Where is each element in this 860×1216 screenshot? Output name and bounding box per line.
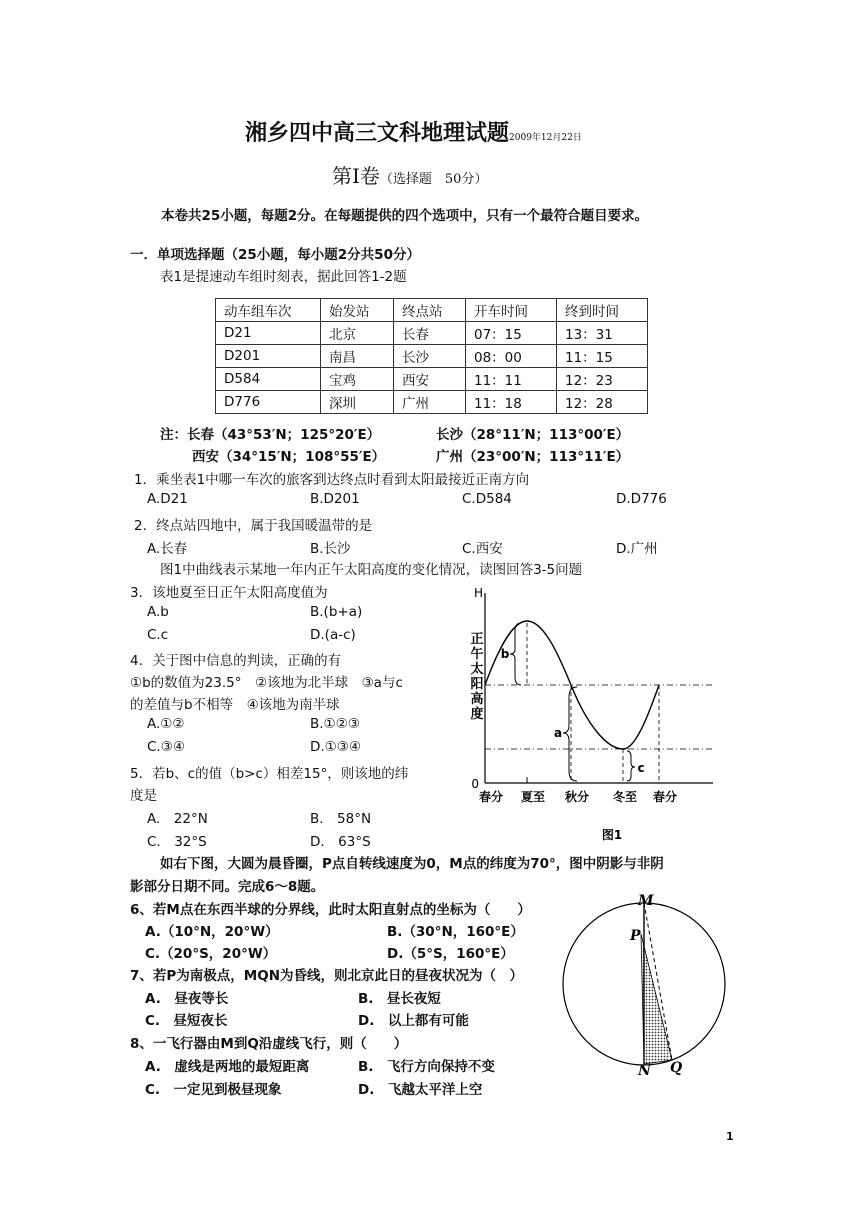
table-cell: 11：11 [466,368,557,391]
table-header: 终到时间 [557,299,648,322]
q4-statement-1: ①b的数值为23.5° ②该地为北半球 ③a与c [130,675,403,691]
table-cell: D776 [216,391,321,414]
table-cell: 11：15 [557,345,648,368]
page-number: 1 [726,1130,734,1143]
fig1-intro: 图1中曲线表示某地一年内正午太阳高度的变化情况，读图回答3-5问题 [160,562,583,578]
q4-option-b[interactable]: B.①②③ [310,716,360,732]
table-cell: 12：28 [557,391,648,414]
q8-option-a[interactable]: A. 虚线是两地的最短距离 [145,1059,310,1075]
figure-terminator-circle [558,890,736,1080]
q8-option-c[interactable]: C. 一定见到极昼现象 [145,1082,282,1098]
figure-1 [465,583,725,848]
y-label-char: 高 [470,692,484,707]
q1-stem: 1．乘坐表1中哪一车次的旅客到达终点时看到太阳最接近正南方向 [134,472,530,488]
table-cell: 广州 [394,391,466,414]
q2-option-b[interactable]: B.长沙 [310,541,351,557]
q1-option-d[interactable]: D.D776 [616,491,667,507]
point-q-label: Q [670,1060,683,1076]
paper-date: 2009年12月22日 [509,133,582,143]
y-label-char: 正 [470,632,484,647]
q4-stem: 4．关于图中信息的判读，正确的有 [130,653,342,669]
q4-option-c[interactable]: C.③④ [147,739,185,755]
q6-option-d[interactable]: D.（5°S，160°E） [387,946,514,962]
table-cell: D201 [216,345,321,368]
x-tick-label: 冬至 [612,790,638,804]
table-cell: 13：31 [557,322,648,345]
note-xian: 西安（34°15′N；108°55′E） [192,449,386,465]
circle-intro: 如右下图，大圆为晨昏圈，P点自转线速度为0，M点的纬度为70°，图中阴影与非阴 [160,856,664,872]
q7-option-c[interactable]: C. 昼短夜长 [145,1013,228,1029]
y-label-char: 午 [470,647,484,662]
q5-option-d[interactable]: D. 63°S [310,834,371,850]
q3-option-a[interactable]: A.b [147,604,169,620]
note-guangzhou: 广州（23°00′N；113°11′E） [436,449,630,465]
table-cell: 西安 [394,368,466,391]
point-m-label: M [638,893,654,909]
table-cell: 07：15 [466,322,557,345]
y-label-char: 阳 [470,677,484,692]
y-label-char: 度 [470,707,484,722]
q2-option-a[interactable]: A.长春 [147,541,188,557]
table-header: 终点站 [394,299,466,322]
q3-option-c[interactable]: C.c [147,627,169,643]
note-changsha: 长沙（28°11′N；113°00′E） [436,427,630,443]
q4-option-d[interactable]: D.①③④ [310,739,361,755]
q3-option-d[interactable]: D.(a-c) [310,627,356,643]
table-cell: 北京 [321,322,394,345]
q7-option-b[interactable]: B. 昼长夜短 [358,991,441,1007]
q8-option-b[interactable]: B. 飞行方向保持不变 [358,1059,495,1075]
shaded-region [641,934,672,1064]
brace-b [510,623,521,685]
q2-option-c[interactable]: C.西安 [462,541,503,557]
x-tick-label: 春分 [652,790,678,804]
label-c: c [637,761,645,775]
q5-option-b[interactable]: B. 58°N [310,811,372,827]
q5-stem-cont: 度是 [130,788,157,804]
y-label-char: 太 [470,662,484,677]
x-tick-label: 夏至 [520,790,546,804]
x-tick-label: 春分 [478,790,504,804]
q1-option-c[interactable]: C.D584 [462,491,512,507]
table-row [216,368,648,391]
q4-statement-2: 的差值与b不相等 ④该地为南半球 [130,697,340,713]
section-heading: 一．单项选择题（25小题，每小题2分共50分） [130,247,420,263]
origin-label: 0 [471,777,479,791]
table-cell: 12：23 [557,368,648,391]
q2-option-d[interactable]: D.广州 [616,541,658,557]
table-row [216,345,648,368]
q8-stem: 8、一飞行器由M到Q沿虚线飞行，则（ ） [130,1036,408,1052]
part-title: 第Ⅰ卷 [332,164,380,188]
q5-option-c[interactable]: C. 32°S [147,834,207,850]
circle-intro-cont: 影部分日期不同。完成6～8题。 [130,879,325,895]
part-heading [332,160,487,189]
figure-1-caption: 图1 [601,828,623,842]
label-b: b [500,647,510,661]
table-row [216,322,648,345]
brace-c [627,751,635,781]
table-header: 动车组车次 [216,299,321,322]
q5-stem: 5．若b、c的值（b>c）相差15°，则该地的纬 [130,766,409,782]
table-cell: 宝鸡 [321,368,394,391]
y-axis-label-top: H [474,586,484,600]
q6-option-a[interactable]: A.（10°N，20°W） [145,924,279,940]
table-header: 始发站 [321,299,394,322]
table-cell: 长春 [394,322,466,345]
table-row [216,391,648,414]
q4-option-a[interactable]: A.①② [147,716,185,732]
q6-option-c[interactable]: C.（20°S，20°W） [145,946,277,962]
timetable [215,298,648,414]
table-cell: 深圳 [321,391,394,414]
q5-option-a[interactable]: A. 22°N [147,811,208,827]
part-note: （选择题 50分） [379,172,488,187]
point-p-label: P [630,928,641,944]
q8-option-d[interactable]: D. 飞越太平洋上空 [358,1082,483,1098]
table-cell: 08：00 [466,345,557,368]
table-cell: 11：18 [466,391,557,414]
instructions: 本卷共25小题，每题2分。在每题提供的四个选项中，只有一个最符合题目要求。 [161,208,649,224]
table-cell: 长沙 [394,345,466,368]
q6-stem: 6、若M点在东西半球的分界线，此时太阳直射点的坐标为（ ） [130,902,531,918]
q7-option-d[interactable]: D. 以上都有可能 [358,1013,469,1029]
q7-stem: 7、若P为南极点，MQN为昏线，则北京此日的昼夜状况为（ ） [130,968,523,984]
q7-option-a[interactable]: A. 昼夜等长 [145,991,229,1007]
table-cell: D584 [216,368,321,391]
note-changchun: 注：长春（43°53′N；125°20′E） [160,427,381,443]
table-cell: D21 [216,322,321,345]
paper-title [245,116,582,147]
table-cell: 南昌 [321,345,394,368]
y-axis-title [470,632,483,722]
q3-stem: 3．该地夏至日正午太阳高度值为 [130,585,328,601]
table-header-row [216,299,648,322]
q2-stem: 2．终点站四地中，属于我国暖温带的是 [134,518,373,534]
title-text: 湘乡四中高三文科地理试题 [245,120,510,146]
q6-option-b[interactable]: B.（30°N，160°E） [387,924,524,940]
q3-option-b[interactable]: B.(b+a) [310,604,363,620]
table-header: 开车时间 [466,299,557,322]
q1-option-b[interactable]: B.D201 [310,491,360,507]
label-a: a [553,726,563,740]
x-tick-label: 秋分 [564,790,590,804]
point-n-label: N [638,1063,651,1079]
table-intro: 表1是提速动车组时刻表，据此回答1-2题 [160,269,407,285]
brace-a [563,687,577,781]
q1-option-a[interactable]: A.D21 [147,491,188,507]
